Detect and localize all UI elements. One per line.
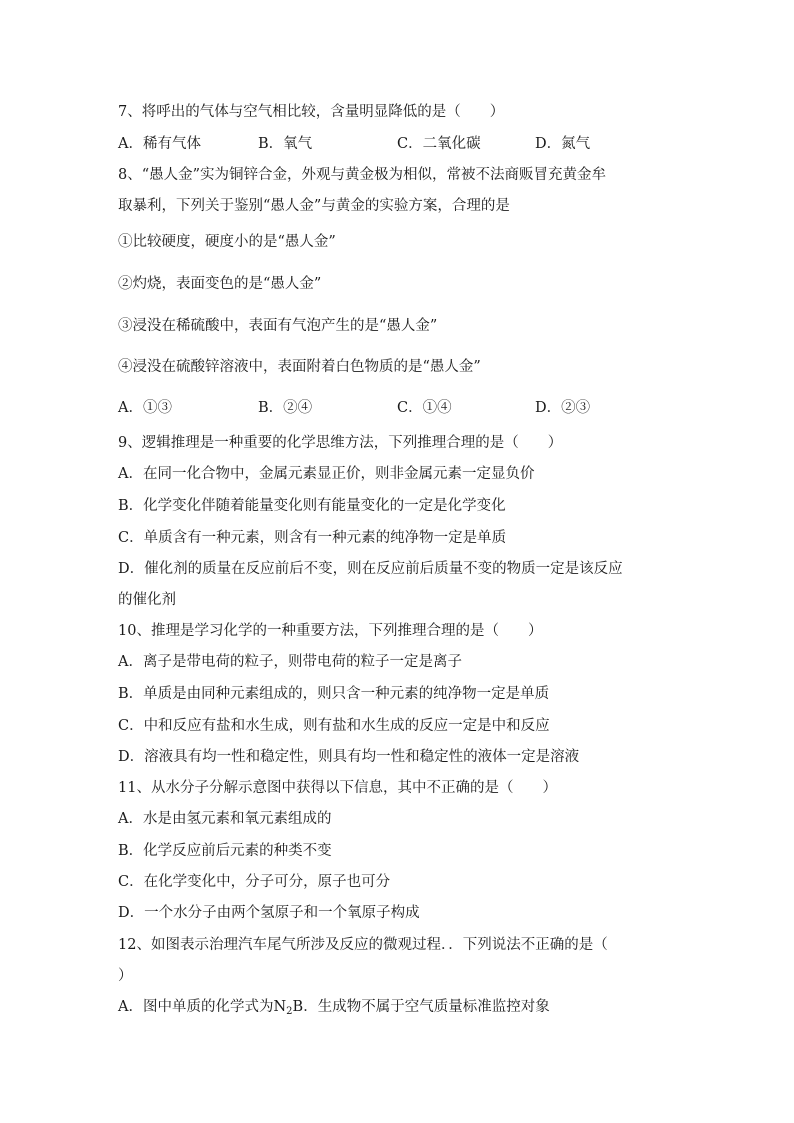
q8-statement-3: ③浸没在稀硫酸中，表面有气泡产生的是“愚人金” [118,318,438,334]
question-12-stem-line-2: ） [118,968,133,984]
q12-option-b-text: B．生成物不属于空气质量标准监控对象 [292,999,550,1015]
q10-option-d: D．溶液具有均一性和稳定性，则具有均一性和稳定性的液体一定是溶液 [118,749,580,765]
q7-option-d: D．氮气 [535,136,591,152]
q12-option-a-subscript: 2 [286,1006,293,1017]
q7-option-a: A．稀有气体 [118,136,201,152]
q9-option-c: C．单质含有一种元素，则含有一种元素的纯净物一定是单质 [118,530,507,546]
q11-option-a: A．水是由氢元素和氧元素组成的 [118,811,332,827]
question-11-stem: 11、从水分子分解示意图中获得以下信息，其中不正确的是（ ） [118,780,557,796]
q12-option-a-text: A．图中单质的化学式为N [118,999,287,1015]
q7-option-c: C．二氧化碳 [397,136,481,152]
q10-option-b: B．单质是由同种元素组成的，则只含一种元素的纯净物一定是单质 [118,686,550,702]
q8-option-a: A．①③ [118,400,172,416]
q12-option-a [118,997,550,1022]
q8-option-d: D．②③ [535,400,591,416]
q10-option-a: A．离子是带电荷的粒子，则带电荷的粒子一定是离子 [118,654,462,670]
q9-option-d-continued: 的催化剂 [118,592,176,608]
q8-statement-2: ②灼烧，表面变色的是“愚人金” [118,276,322,292]
question-9-stem: 9、逻辑推理是一种重要的化学思维方法，下列推理合理的是（ ） [118,435,563,451]
question-8-stem-line-2: 取暴利，下列关于鉴别“愚人金”与黄金的实验方案，合理的是 [118,198,510,214]
q9-option-d: D．催化剂的质量在反应前后不变，则在反应前后质量不变的物质一定是该反应 [118,561,623,577]
question-7-stem: 7、将呼出的气体与空气相比较，含量明显降低的是（ ） [118,104,505,120]
q8-statement-1: ①比较硬度，硬度小的是“愚人金” [118,234,336,250]
question-10-stem: 10、推理是学习化学的一种重要方法，下列推理合理的是（ ） [118,623,543,639]
q7-option-b: B．氧气 [258,136,313,152]
question-8-stem-line-1: 8、“愚人金”实为铜锌合金，外观与黄金极为相似，常被不法商贩冒充黄金牟 [118,167,607,183]
q8-statement-4: ④浸没在硫酸锌溶液中，表面附着白色物质的是“愚人金” [118,359,481,375]
q11-option-c: C．在化学变化中，分子可分，原子也可分 [118,874,391,890]
q8-option-b: B．②④ [258,400,313,416]
q11-option-d: D．一个水分子由两个氢原子和一个氧原子构成 [118,905,420,921]
question-12-stem-line-1: 12、如图表示治理汽车尾气所涉及反应的微观过程．．下列说法不正确的是（ [118,937,608,953]
q10-option-c: C．中和反应有盐和水生成，则有盐和水生成的反应一定是中和反应 [118,718,550,734]
q9-option-a: A．在同一化合物中，金属元素显正价，则非金属元素一定显负价 [118,466,535,482]
q11-option-b: B．化学反应前后元素的种类不变 [118,843,332,859]
q8-option-c: C．①④ [397,400,452,416]
q9-option-b: B．化学变化伴随着能量变化则有能量变化的一定是化学变化 [118,498,506,514]
